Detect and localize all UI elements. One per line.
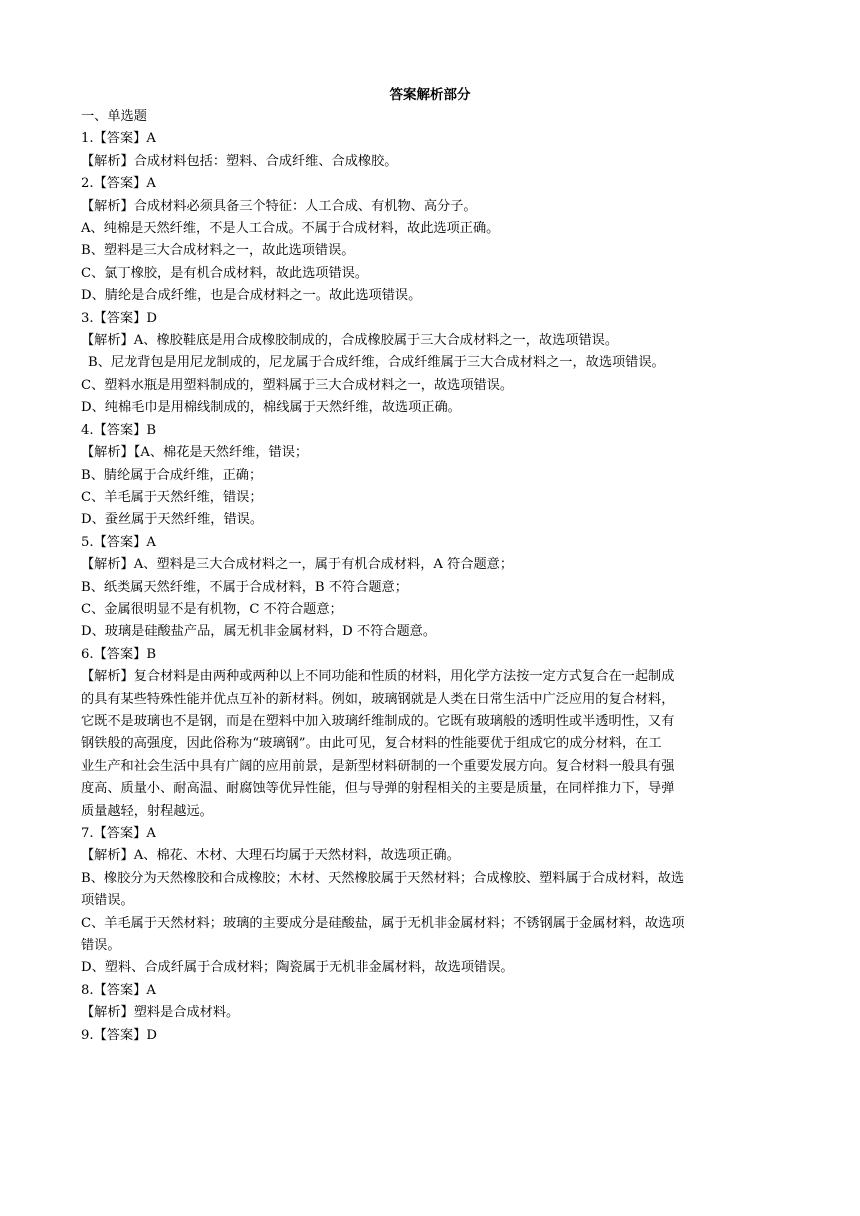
analysis-line: 【解析】A、塑料是三大合成材料之一，属于有机合成材料，A 符合题意； [81, 557, 514, 573]
page-title: 答案解析部分 [389, 87, 471, 103]
answer-line-5: 5.【答案】A [81, 534, 156, 550]
analysis-line: C、羊毛属于天然纤维，错误； [81, 489, 263, 505]
answer-line-8: 8.【答案】A [81, 982, 156, 998]
analysis-paragraph-line: D、塑料、合成纤属于合成材料；陶瓷属于无机非金属材料，故选项错误。 [81, 960, 514, 976]
analysis-line: C、氯丁橡胶，是有机合成材料，故此选项错误。 [81, 265, 369, 281]
analysis-paragraph-line: 它既不是玻璃也不是钢，而是在塑料中加入玻璃纤维制成的。它既有玻璃般的透明性或半透明性，又有 [81, 713, 675, 729]
analysis-line: 【解析】塑料是合成材料。 [81, 1005, 240, 1021]
analysis-line: A、纯棉是天然纤维，不是人工合成。不属于合成材料，故此选项正确。 [81, 221, 500, 237]
answer-line-6: 6.【答案】B [81, 646, 157, 662]
analysis-paragraph-line: 度高、质量小、耐高温、耐腐蚀等优异性能，但与导弹的射程相关的主要是质量，在同样推力下，导弹 [81, 781, 675, 797]
analysis-line: D、纯棉毛巾是用棉线制成的，棉线属于天然纤维，故选项正确。 [81, 400, 461, 416]
analysis-line: B、腈纶属于合成纤维，正确； [81, 467, 263, 483]
analysis-line: 【解析】A、橡胶鞋底是用合成橡胶制成的，合成橡胶属于三大合成材料之一，故选项错误。 [81, 333, 619, 349]
answer-line-1: 1.【答案】A [81, 131, 156, 147]
analysis-paragraph-line: C、羊毛属于天然材料；玻璃的主要成分是硅酸盐，属于无机非金属材料；不锈钢属于金属材料，故选项 [81, 915, 685, 931]
answer-content [81, 106, 781, 1047]
analysis-paragraph-line: 【解析】复合材料是由两种或两种以上不同功能和性质的材料，用化学方法按一定方式复合在一起制成 [81, 669, 675, 685]
analysis-line: B、尼龙背包是用尼龙制成的，尼龙属于合成纤维，合成纤维属于三大合成材料之一，故选项错误。 [88, 355, 665, 371]
analysis-paragraph-line: 钢铁般的高强度，因此俗称为“玻璃钢”。由此可见，复合材料的性能要优于组成它的成分材料，在工 [81, 736, 662, 752]
section-heading: 一、单选题 [81, 109, 147, 124]
analysis-paragraph-line: 质量越轻，射程越远。 [81, 803, 213, 819]
analysis-line: C、塑料水瓶是用塑料制成的，塑料属于三大合成材料之一，故选项错误。 [81, 377, 514, 393]
analysis-paragraph-line: 业生产和社会生活中具有广阔的应用前景，是新型材料研制的一个重要发展方向。复合材料一般具有强 [81, 758, 675, 774]
analysis-paragraph-line: 项错误。 [81, 893, 134, 909]
answer-line-2: 2.【答案】A [81, 176, 156, 192]
analysis-line: B、纸类属天然纤维，不属于合成材料，B 不符合题意； [81, 579, 408, 595]
analysis-line: D、蚕丝属于天然纤维，错误。 [81, 512, 264, 528]
analysis-line: 【解析】合成材料必须具备三个特征：人工合成、有机物、高分子。 [81, 198, 477, 214]
analysis-line: 【解析】合成材料包括：塑料、合成纤维、合成橡胶。 [81, 153, 398, 169]
analysis-line: 【解析】【A、棉花是天然纤维，错误； [81, 445, 309, 461]
analysis-line: C、金属很明显不是有机物，C 不符合题意； [81, 601, 343, 617]
analysis-paragraph-line: 【解析】A、棉花、木材、大理石均属于天然材料，故选项正确。 [81, 848, 460, 864]
analysis-line: D、腈纶是合成纤维，也是合成材料之一。故此选项错误。 [81, 288, 422, 304]
answer-line-4: 4.【答案】B [81, 422, 157, 438]
analysis-paragraph-line: 错误。 [81, 938, 121, 954]
analysis-paragraph-line: 的具有某些特殊性能并优点互补的新材料。例如，玻璃钢就是人类在日常生活中广泛应用的复合材料， [81, 691, 675, 707]
answer-line-3: 3.【答案】D [81, 310, 157, 326]
analysis-line: D、玻璃是硅酸盐产品，属无机非金属材料，D 不符合题意。 [81, 624, 437, 640]
answer-line-7: 7.【答案】A [81, 826, 156, 841]
analysis-paragraph-line: B、橡胶分为天然橡胶和合成橡胶；木材、天然橡胶属于天然材料；合成橡胶、塑料属于合成材料，故选 [81, 870, 685, 886]
analysis-line: B、塑料是三大合成材料之一，故此选项错误。 [81, 243, 355, 259]
answer-line-9: 9.【答案】D [81, 1027, 157, 1043]
